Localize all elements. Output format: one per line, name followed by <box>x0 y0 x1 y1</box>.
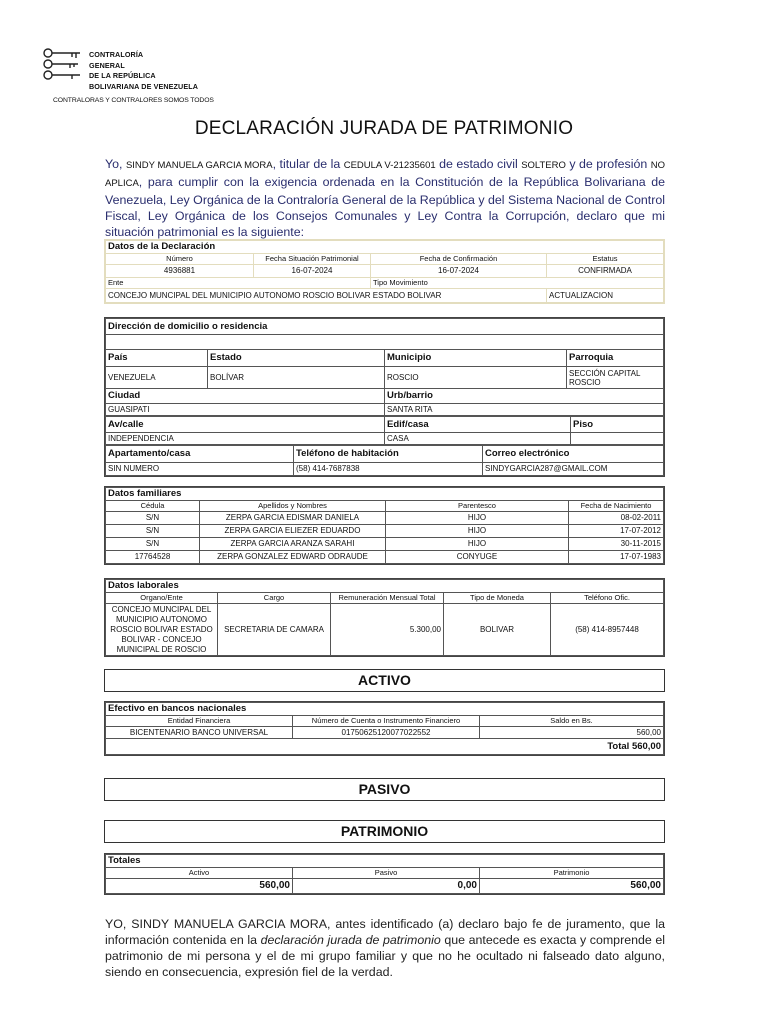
field-label: País <box>106 350 208 367</box>
apartment-value: SIN NUMERO <box>106 463 294 476</box>
family-birthdate: 17-07-2012 <box>569 525 664 538</box>
field-label: Correo electrónico <box>483 446 664 463</box>
institution-name <box>89 50 198 92</box>
position-value: SECRETARIA DE CAMARA <box>218 604 331 656</box>
home-phone-value: (58) 414-7687838 <box>294 463 483 476</box>
col-header: Apellidos y Nombres <box>200 501 386 512</box>
entity-value: CONCEJO MUNCIPAL DEL MUNICIPIO AUTONOMO ROSCIO BOLIVAR ESTADO BOLIVAR <box>106 289 547 303</box>
declaration-data-table <box>104 239 665 304</box>
currency-value: BOLIVAR <box>444 604 551 656</box>
family-data-table <box>104 486 665 565</box>
address-table <box>104 317 665 477</box>
col-header: Remuneración Mensual Total <box>331 593 444 604</box>
parish-value: SECCIÓN CAPITAL ROSCIO <box>567 367 664 389</box>
section-title: Efectivo en bancos nacionales <box>106 703 664 716</box>
assets-heading: ACTIVO <box>104 669 665 692</box>
total-equity: 560,00 <box>480 879 664 894</box>
family-name: ZERPA GONZALEZ EDWARD ODRAUDE <box>200 551 386 564</box>
field-label: Teléfono de habitación <box>294 446 483 463</box>
intro-text: y de profesión <box>565 157 651 171</box>
section-title: Datos familiares <box>106 488 664 501</box>
neighborhood-value: SANTA RITA <box>385 404 664 416</box>
col-header: Fecha Situación Patrimonial <box>254 254 371 265</box>
field-label: Piso <box>571 417 664 433</box>
table-row <box>106 538 664 551</box>
floor-value <box>571 433 664 445</box>
total-assets: 560,00 <box>106 879 293 894</box>
col-header: Entidad Financiera <box>106 716 293 727</box>
office-phone-value: (58) 414-8957448 <box>551 604 664 656</box>
family-id: 17764528 <box>106 551 200 564</box>
declaration-number: 4936881 <box>106 265 254 278</box>
intro-text: , para cumplir con la exigencia ordenada en la Constitución de la República Bolivariana de Venezuela, Ley Orgánica de la Contraloría General de la República y del Sistema Nacional de Control Fiscal, Ley Orgánica de los Consejos Comunales y Ley Contra la Corrupción, declaro que mi situación patrimonial es la siguiente: <box>105 175 665 239</box>
intro-text: de estado civil <box>435 157 522 171</box>
col-header: Tipo de Moneda <box>444 593 551 604</box>
col-header: Fecha de Nacimiento <box>569 501 664 512</box>
total-liabilities: 0,00 <box>293 879 480 894</box>
family-name: ZERPA GARCIA ELIEZER EDUARDO <box>200 525 386 538</box>
employer-value: CONCEJO MUNCIPAL DEL MUNICIPIO AUTONOMO ROSCIO BOLIVAR ESTADO BOLIVAR - CONCEJO MUNICIPAL DE ROSCIO <box>106 604 218 656</box>
institution-logo <box>42 44 242 108</box>
intro-text: , titular de la <box>272 157 344 171</box>
family-relation: HIJO <box>386 538 569 551</box>
situation-date: 16-07-2024 <box>254 265 371 278</box>
oath-emphasis: declaración jurada de patrimonio <box>260 933 441 947</box>
family-birthdate: 17-07-1983 <box>569 551 664 564</box>
table-row <box>106 727 664 739</box>
col-header: Número de Cuenta o Instrumento Financiero <box>293 716 480 727</box>
family-id: S/N <box>106 538 200 551</box>
institution-line: GENERAL <box>89 60 125 70</box>
oath-text: que antecede es exacta y comprende el patrimonio de mi persona y el de mi grupo familiar y que no he ocultado ni falseado dato alguno, siendo en consecuencia, expresión fiel de la verdad. <box>105 933 665 979</box>
assets-total: Total 560,00 <box>106 739 664 755</box>
salary-value: 5.300,00 <box>331 604 444 656</box>
oath-text: YO, SINDY MANUELA GARCIA MORA, antes identificado (a) declaro bajo fe de juramento, que la información contenida en la <box>105 917 665 947</box>
family-name: ZERPA GARCIA ARANZA SARAHI <box>200 538 386 551</box>
profession: NO APLICA <box>105 160 665 189</box>
section-title: Datos de la Declaración <box>106 241 664 254</box>
col-header: Organo/Ente <box>106 593 218 604</box>
section-title: Dirección de domicilio o residencia <box>106 319 664 335</box>
totals-table <box>104 853 665 895</box>
state-value: BOLÍVAR <box>208 367 385 389</box>
bank-name: BICENTENARIO BANCO UNIVERSAL <box>106 727 293 739</box>
civil-status: SOLTERO <box>521 160 566 171</box>
field-label: Ente <box>106 278 371 289</box>
field-label: Parroquia <box>567 350 664 367</box>
table-row <box>106 525 664 538</box>
status-value: CONFIRMADA <box>547 265 664 278</box>
street-value: INDEPENDENCIA <box>106 433 385 445</box>
field-label: Apartamento/casa <box>106 446 294 463</box>
table-row <box>106 551 664 564</box>
family-name: ZERPA GARCIA EDISMAR DANIELA <box>200 512 386 525</box>
page-title: DECLARACIÓN JURADA DE PATRIMONIO <box>194 118 574 139</box>
col-header: Pasivo <box>293 868 480 879</box>
family-id: S/N <box>106 512 200 525</box>
employment-data-table <box>104 578 665 657</box>
col-header: Estatus <box>547 254 664 265</box>
keys-emblem-icon <box>42 46 86 80</box>
empty-row <box>106 335 664 350</box>
city-value: GUASIPATI <box>106 404 385 416</box>
declarant-name: SINDY MANUELA GARCIA MORA <box>125 160 273 171</box>
field-label: Municipio <box>385 350 567 367</box>
institution-line: BOLIVARIANA DE VENEZUELA <box>89 81 199 91</box>
col-header: Parentesco <box>386 501 569 512</box>
email-value: SINDYGARCIA287@GMAIL.COM <box>483 463 664 476</box>
col-header: Teléfono Ofic. <box>551 593 664 604</box>
confirmation-date: 16-07-2024 <box>371 265 547 278</box>
municipality-value: ROSCIO <box>385 367 567 389</box>
col-header: Activo <box>106 868 293 879</box>
col-header: Cargo <box>218 593 331 604</box>
field-label: Ciudad <box>106 389 385 404</box>
col-header: Fecha de Confirmación <box>371 254 547 265</box>
intro-paragraph <box>105 156 665 240</box>
family-id: S/N <box>106 525 200 538</box>
field-label: Edif/casa <box>385 417 571 433</box>
col-header: Saldo en Bs. <box>480 716 664 727</box>
liabilities-heading: PASIVO <box>104 778 665 801</box>
family-relation: CONYUGE <box>386 551 569 564</box>
col-header: Número <box>106 254 254 265</box>
family-birthdate: 30-11-2015 <box>569 538 664 551</box>
col-header: Patrimonio <box>480 868 664 879</box>
building-value: CASA <box>385 433 571 445</box>
section-title: Totales <box>106 855 664 868</box>
intro-text: Yo, <box>105 157 126 171</box>
family-relation: HIJO <box>386 525 569 538</box>
field-label: Tipo Movimiento <box>371 278 664 289</box>
bank-cash-table <box>104 701 665 756</box>
field-label: Urb/barrio <box>385 389 664 404</box>
family-relation: HIJO <box>386 512 569 525</box>
equity-heading: PATRIMONIO <box>104 820 665 843</box>
declarant-id: CEDULA V-21235601 <box>343 160 436 171</box>
oath-paragraph <box>105 916 665 980</box>
institution-line: CONTRALORÍA <box>89 50 144 59</box>
movement-type-value: ACTUALIZACION <box>547 289 664 303</box>
field-label: Estado <box>208 350 385 367</box>
field-label: Av/calle <box>106 417 385 433</box>
table-row <box>106 512 664 525</box>
account-number: 01750625120077022552 <box>293 727 480 739</box>
institution-motto: CONTRALORAS Y CONTRALORES SOMOS TODOS <box>53 97 214 104</box>
section-title: Datos laborales <box>106 580 664 593</box>
col-header: Cédula <box>106 501 200 512</box>
country-value: VENEZUELA <box>106 367 208 389</box>
institution-line: DE LA REPÚBLICA <box>89 71 156 80</box>
family-birthdate: 08-02-2011 <box>569 512 664 525</box>
balance-value: 560,00 <box>480 727 664 739</box>
